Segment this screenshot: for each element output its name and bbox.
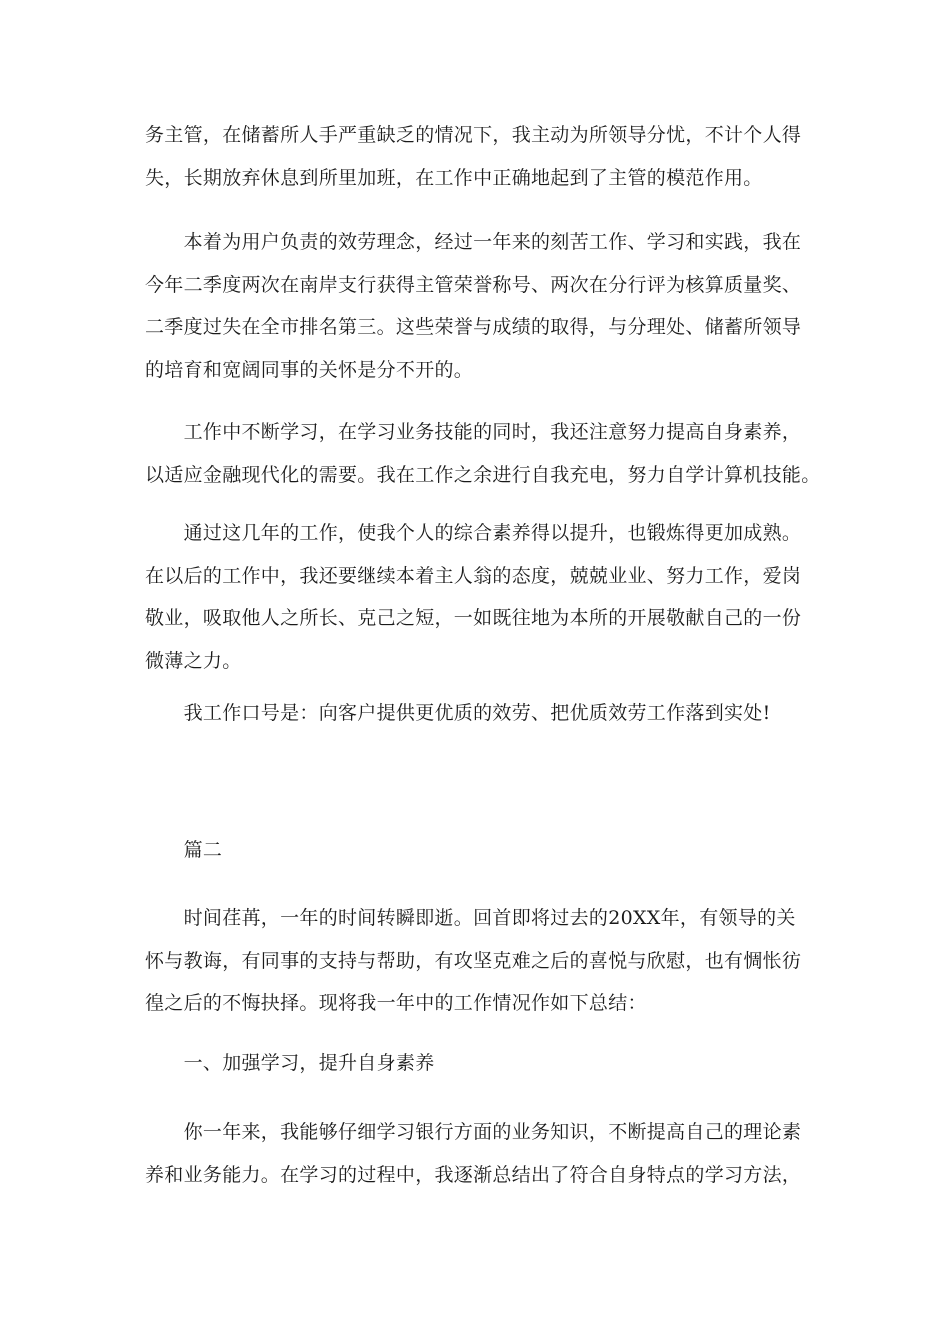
text-line: 务主管，在储蓄所人手严重缺乏的情况下，我主动为所领导分忧，不计个人得 <box>145 124 802 146</box>
text-line: 以适应金融现代化的需要。我在工作之余进行自我充电，努力自学计算机技能。 <box>145 463 821 486</box>
text-line: 徨之后的不悔抉择。现将我一年中的工作情况作如下总结： <box>145 992 647 1015</box>
paragraph-study-banking <box>145 1111 810 1196</box>
text-line: 一、加强学习，提升自身素养 <box>145 1052 435 1074</box>
paragraph-supervisor-role <box>145 114 810 199</box>
paragraph-year-intro <box>145 897 810 1025</box>
text-line: 失，长期放弃休息到所里加班，在工作中正确地起到了主管的模范作用。 <box>145 166 763 189</box>
text-line: 养和业务能力。在学习的过程中，我逐渐总结出了符合自身特点的学习方法， <box>145 1163 802 1186</box>
text-line: 今年二季度两次在南岸支行获得主管荣誉称号、两次在分行评为核算质量奖、 <box>145 273 802 296</box>
text-line: 你一年来，我能够仔细学习银行方面的业务知识，不断提高自己的理论素 <box>145 1121 802 1143</box>
subheading-strengthen-learning <box>145 1042 810 1085</box>
text-line: 本着为用户负责的效劳理念，经过一年来的刻苦工作、学习和实践，我在 <box>145 231 802 253</box>
paragraph-service-honors <box>145 221 810 391</box>
section-heading-part-two <box>145 829 810 872</box>
text-line: 通过这几年的工作，使我个人的综合素养得以提升，也锻炼得更加成熟。 <box>145 522 802 544</box>
text-line: 怀与教诲，有同事的支持与帮助，有攻坚克难之后的喜悦与欣慰，也有惆怅彷 <box>145 949 802 972</box>
text-line: 的培育和宽阔同事的关怀是分不开的。 <box>145 358 474 381</box>
text-line: 微薄之力。 <box>145 649 242 672</box>
text-line: 敬业，吸取他人之所长、克己之短，一如既往地为本所的开展敬献自己的一份 <box>145 607 802 630</box>
text-line: 二季度过失在全市排名第三。这些荣誉与成绩的取得，与分理处、储蓄所领导 <box>145 316 802 339</box>
text-line: 篇二 <box>145 839 223 861</box>
text-line: 我工作口号是：向客户提供更优质的效劳、把优质效劳工作落到实处! <box>145 702 771 724</box>
text-line: 工作中不断学习，在学习业务技能的同时，我还注意努力提高自身素养， <box>145 421 802 443</box>
text-line: 在以后的工作中，我还要继续本着主人翁的态度，兢兢业业、努力工作，爱岗 <box>145 564 802 587</box>
paragraph-work-slogan <box>145 692 810 735</box>
paragraph-future-commitment <box>145 512 810 682</box>
text-line: 时间荏苒，一年的时间转瞬即逝。回首即将过去的20XX年，有领导的关 <box>145 907 796 929</box>
paragraph-continuous-learning <box>145 411 821 496</box>
